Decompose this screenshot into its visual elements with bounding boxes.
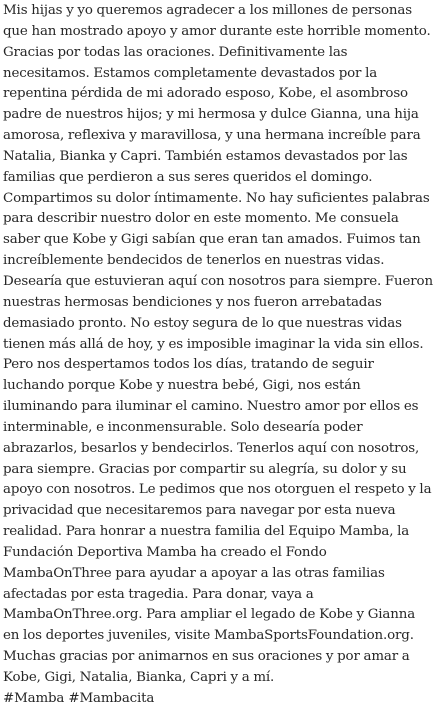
caption-text: Mis hijas y yo queremos agradecer a los millones de personas que han mostrado apoyo y amor durante este horrible momento. Gracias por todas las oraciones. Definitivamente las necesitamos. Estamos completamente devastados por la repentina pérdida de mi adorado esposo, Kobe, el asombroso padre de nuestros hijos; y mi hermosa y dulce Gianna, una hija amorosa, reflexiva y maravillosa, y una hermana increíble para Natalia, Bianka y Capri. También estamos devastados por las familias que perdieron a sus seres queridos el domingo. Compartimos su dolor íntimamente. No hay suficientes palabras para describir nuestro dolor en este momento. Me consuela saber que Kobe y Gigi sabían que eran tan amados. Fuimos tan increíblemente bendecidos de tenerlos en nuestras vidas. Desearía que estuvieran aquí con nosotros para siempre. Fueron nuestras hermosas bendiciones y nos fueron arrebatadas demasiado pronto. No estoy segura de lo que nuestras vidas tienen más allá de hoy, y es imposible imaginar la vida sin ellos. Pero nos despertamos todos los días, tratando de seguir luchando porque Kobe y nuestra bebé, Gigi, nos están iluminando para iluminar el camino. Nuestro amor por ellos es interminable, e inconmensurable. Solo desearía poder abrazarlos, besarlos y bendecirlos. Tenerlos aquí con nosotros, para siempre. Gracias por compartir su alegría, su dolor y su apoyo con nosotros. Le pedimos que nos otorguen el respeto y la privacidad que necesitaremos para navegar por esta nueva realidad. Para honrar a nuestra familia del Equipo Mamba, la Fundación Deportiva Mamba ha creado el Fondo MambaOnThree para ayudar a apoyar a las otras familias afectadas por esta tragedia. Para donar, vaya a MambaOnThree.org. Para ampliar el legado de Kobe y Gianna en los deportes juveniles, visite MambaSportsFoundation.org. Muchas gracias por animarnos en sus oraciones y por amar a Kobe, Gigi, Natalia, Bianka, Capri y a mí. — [3, 3, 433, 685]
hashtag-mamba[interactable]: #Mamba — [3, 690, 65, 706]
post-caption-container — [3, 1, 433, 710]
hashtag-line — [3, 689, 433, 710]
hashtag-mambacita[interactable]: #Mambacita — [68, 690, 155, 706]
